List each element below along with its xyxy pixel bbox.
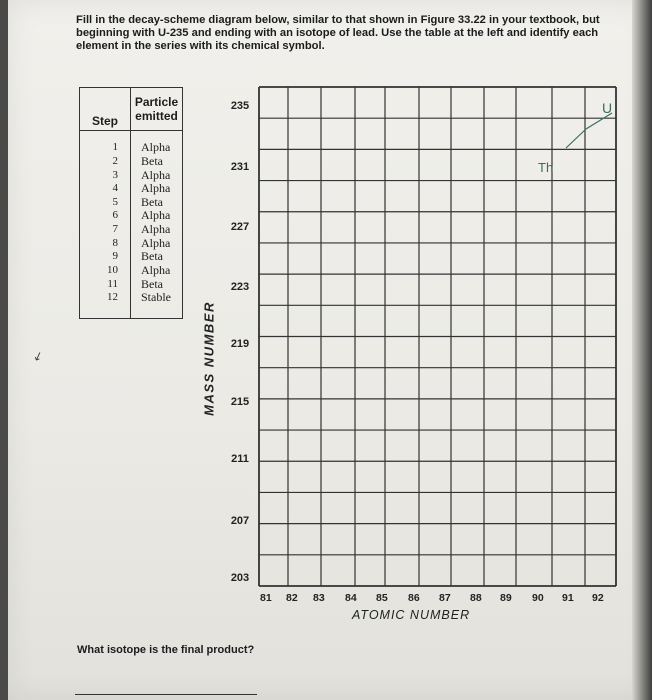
particle-emitted: Beta bbox=[141, 153, 163, 168]
particle-header-line1: Particle bbox=[134, 95, 179, 109]
step-number: 8 bbox=[80, 237, 131, 251]
step-number: 6 bbox=[80, 209, 131, 223]
x-tick-label: 86 bbox=[408, 592, 420, 604]
step-number: 9 bbox=[80, 250, 131, 264]
x-axis-label: ATOMIC NUMBER bbox=[352, 608, 471, 622]
y-tick-label: 235 bbox=[230, 100, 250, 112]
stray-pen-mark: ↙ bbox=[30, 347, 46, 365]
particle-emitted: Stable bbox=[141, 290, 171, 305]
handwritten-decay-line bbox=[566, 129, 586, 148]
handwritten-th-label: Th bbox=[538, 160, 554, 175]
step-number: 7 bbox=[80, 223, 131, 237]
y-tick-label: 223 bbox=[230, 281, 250, 293]
y-tick-label: 203 bbox=[230, 572, 250, 584]
x-tick-label: 92 bbox=[592, 592, 604, 604]
final-product-question: What isotope is the final product? bbox=[77, 644, 255, 656]
particle-emitted: Alpha bbox=[141, 167, 171, 182]
y-tick-label: 215 bbox=[230, 396, 250, 408]
y-axis-label: MASS NUMBER bbox=[201, 301, 217, 416]
particle-emitted: Alpha bbox=[141, 222, 171, 237]
answer-blank-line[interactable] bbox=[75, 678, 257, 695]
instructions-text: Fill in the decay-scheme diagram below, similar to that shown in Figure 33.22 in your textbook, but beginning with U-235 and ending with an isotope of lead. Use the table at the left and identify each element in the series with its chemical symbol. bbox=[76, 14, 600, 52]
x-tick-label: 85 bbox=[376, 592, 388, 604]
particle-emitted: Alpha bbox=[141, 208, 171, 223]
y-tick-label: 219 bbox=[230, 338, 250, 350]
handwritten-u-label: U bbox=[602, 100, 613, 116]
particle-emitted: Beta bbox=[141, 249, 163, 264]
y-tick-label: 211 bbox=[231, 453, 249, 465]
x-tick-label: 88 bbox=[470, 592, 482, 604]
step-number: 1 bbox=[80, 131, 131, 155]
particle-emitted: Alpha bbox=[141, 140, 171, 155]
x-tick-label: 81 bbox=[260, 592, 272, 604]
step-number: 5 bbox=[80, 196, 131, 210]
y-tick-label: 231 bbox=[230, 161, 250, 173]
particle-emitted: Alpha bbox=[141, 262, 171, 277]
step-number: 4 bbox=[80, 182, 131, 196]
x-tick-label: 87 bbox=[439, 592, 451, 604]
x-tick-label: 82 bbox=[286, 592, 298, 604]
y-tick-label: 207 bbox=[230, 515, 250, 527]
particle-emitted: Alpha bbox=[141, 181, 171, 196]
particle-emitted: Beta bbox=[141, 276, 163, 291]
particle-emitted: Alpha bbox=[141, 235, 171, 250]
x-tick-label: 84 bbox=[345, 592, 357, 604]
y-tick-label: 227 bbox=[230, 221, 250, 233]
step-number: 10 bbox=[80, 264, 131, 278]
particle-emitted: Beta bbox=[141, 194, 163, 209]
step-number: 12 bbox=[80, 291, 131, 318]
particle-header-line2: emitted bbox=[135, 109, 178, 123]
x-tick-label: 91 bbox=[562, 592, 574, 604]
x-tick-label: 90 bbox=[532, 592, 544, 604]
step-column-header: Step bbox=[80, 88, 131, 131]
step-number: 11 bbox=[80, 277, 131, 291]
step-number: 3 bbox=[80, 168, 131, 182]
step-number: 2 bbox=[80, 155, 131, 169]
x-tick-label: 83 bbox=[313, 592, 325, 604]
x-tick-label: 89 bbox=[500, 592, 512, 604]
